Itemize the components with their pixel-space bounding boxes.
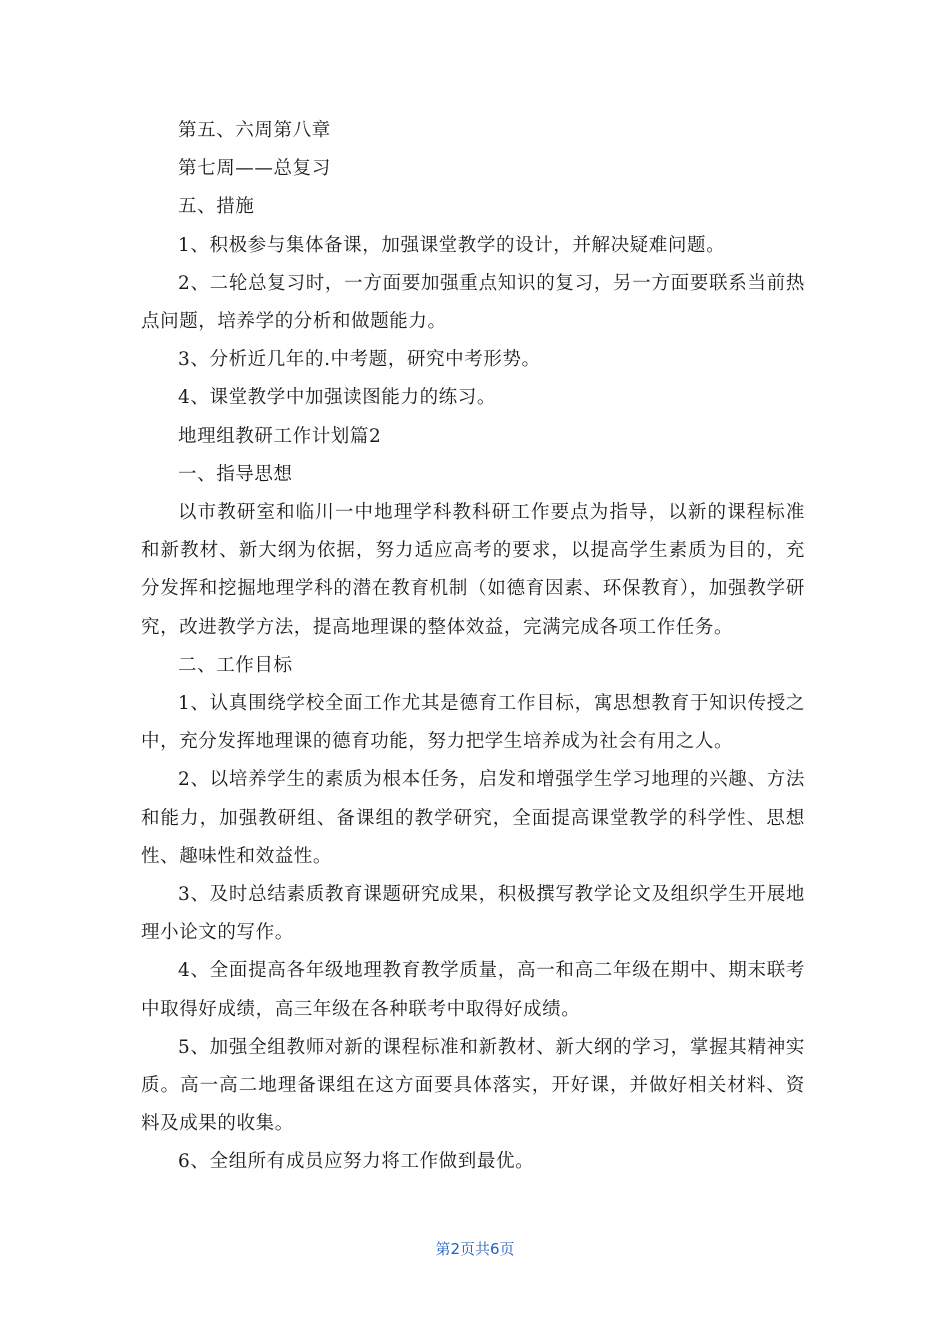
- section-heading: 二、工作目标: [178, 654, 293, 676]
- paragraph: 6、全组所有成员应努力将工作做到最优。: [178, 1151, 535, 1173]
- section-heading: 一、指导思想: [178, 463, 293, 485]
- paragraph: 2、二轮总复习时，一方面要加强重点知识的复习，另一方面要联系当前热点问题，培养学的分析和做题能力。: [141, 272, 805, 333]
- document-subtitle: 地理组教研工作计划篇2: [178, 425, 382, 447]
- page-number-footer: 第2页共6页: [435, 1240, 515, 1258]
- paragraph: 第七周——总复习: [178, 158, 331, 180]
- paragraph: 5、加强全组教师对新的课程标准和新教材、新大纲的学习，掌握其精神实质。高一高二地理备课组在这方面要具体落实，开好课，并做好相关材料、资料及成果的收集。: [141, 1036, 805, 1135]
- paragraph: 3、分析近几年的.中考题，研究中考形势。: [178, 349, 541, 371]
- paragraph: 1、积极参与集体备课，加强课堂教学的设计，并解决疑难问题。: [178, 234, 726, 256]
- paragraph: 4、课堂教学中加强读图能力的练习。: [178, 387, 496, 409]
- paragraph: 以市教研室和临川一中地理学科教科研工作要点为指导，以新的课程标准和新教材、新大纲为依据，努力适应高考的要求，以提高学生素质为目的，充分发挥和挖掘地理学科的潜在教育机制（如德育因素、环保教育），加强教学研究，改进教学方法，提高地理课的整体效益，完满完成各项工作任务。: [141, 502, 805, 638]
- paragraph: 1、认真围绕学校全面工作尤其是德育工作目标，寓思想教育于知识传授之中，充分发挥地理课的德育功能，努力把学生培养成为社会有用之人。: [141, 693, 805, 753]
- paragraph: 3、及时总结素质教育课题研究成果，积极撰写教学论文及组织学生开展地理小论文的写作。: [141, 884, 805, 944]
- paragraph: 2、以培养学生的素质为根本任务，启发和增强学生学习地理的兴趣、方法和能力，加强教研组、备课组的教学研究，全面提高课堂教学的科学性、思想性、趣味性和效益性。: [141, 769, 805, 867]
- section-heading: 五、措施: [178, 196, 255, 218]
- paragraph: 4、全面提高各年级地理教育教学质量，高一和高二年级在期中、期末联考中取得好成绩，高三年级在各种联考中取得好成绩。: [141, 960, 805, 1020]
- document-body: [141, 112, 805, 1182]
- paragraph: 第五、六周第八章: [178, 120, 331, 141]
